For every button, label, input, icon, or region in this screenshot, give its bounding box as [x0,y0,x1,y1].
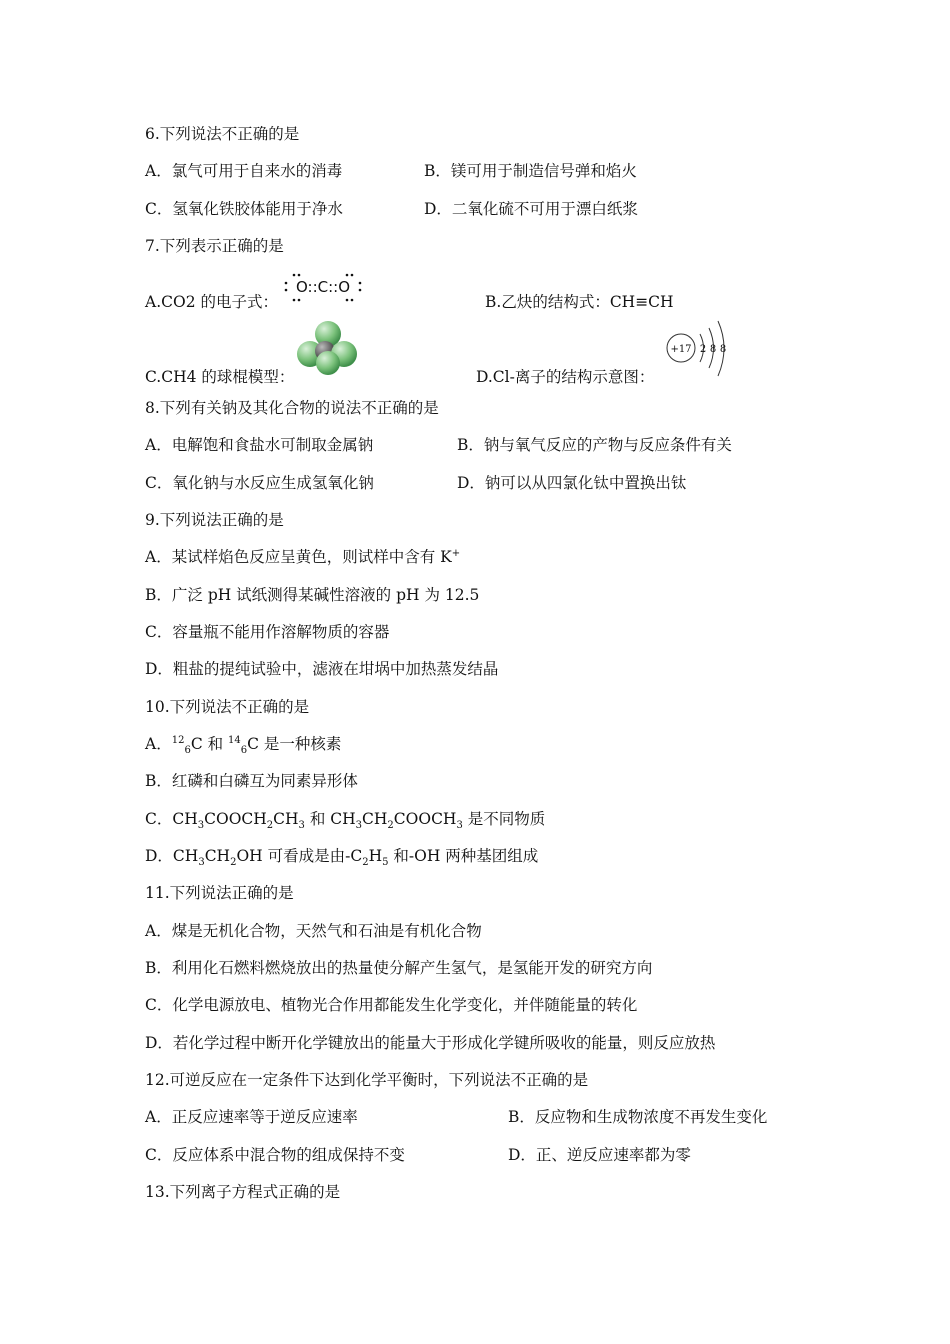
q9-option-a [145,547,460,567]
co2-electron-formula [282,270,364,304]
q7-option-c: C.CH4 的球棍模型： [145,368,295,386]
q9-option-d: D．粗盐的提纯试验中，滤液在坩埚中加热蒸发结晶 [145,660,499,678]
q10-option-b: B．红磷和白磷互为同素异形体 [145,772,358,790]
q6-stem: 6.下列说法不正确的是 [145,125,300,143]
q12-option-d: D．正、逆反应速率都为零 [508,1146,691,1164]
co2-formula-text: O::C::O [295,278,351,296]
q10-d-p5: 和-OH 两种基团组成 [388,847,539,865]
q10-c-p3: CH [273,810,299,828]
q10-stem: 10.下列说法不正确的是 [145,698,310,716]
q9-option-b: B．广泛 pH 试纸测得某碱性溶液的 pH 为 12.5 [145,586,480,604]
q10-d-p1: D．CH [145,847,199,865]
cl-shell-2: 8 [709,344,717,355]
q10-option-c [145,809,546,832]
q9-option-c: C．容量瓶不能用作溶解物质的容器 [145,623,390,641]
q10-a-el2: C 是一种核素 [247,735,342,753]
q10-c-p2: COOCH [204,810,267,828]
q10-a-el1: C 和 [190,735,229,753]
q6-option-d: D．二氧化硫不可用于漂白纸浆 [424,200,638,218]
q7-stem: 7.下列表示正确的是 [145,237,284,255]
q10-a-z2: 6 [240,745,248,757]
q8-option-d: D．钠可以从四氯化钛中置换出钛 [457,474,687,492]
q10-d-p2: CH [204,847,231,865]
q11-option-a: A．煤是无机化合物，天然气和石油是有机化合物 [145,922,482,940]
q10-d-s3: 2 [362,857,369,869]
q10-a-mass2: 14 [228,734,241,746]
q11-stem: 11.下列说法正确的是 [145,884,294,902]
q11-option-d: D．若化学过程中断开化学键放出的能量大于形成化学键所吸收的能量，则反应放热 [145,1034,716,1052]
q10-c-p1: C．CH [145,810,198,828]
q7-option-a: A.CO2 的电子式： [145,293,278,311]
q12-option-b: B．反应物和生成物浓度不再发生变化 [508,1108,768,1126]
q12-option-c: C．反应体系中混合物的组成保持不变 [145,1146,405,1164]
q8-option-b: B．钠与氧气反应的产物与反应条件有关 [457,436,732,454]
q10-c-p6: COOCH [393,810,457,828]
q10-c-s6: 3 [456,820,463,832]
q9-option-a-charge: + [451,547,461,559]
q10-c-p5: CH [362,810,388,828]
cl-nucleus-charge: +17 [670,344,692,355]
cl-shell-1: 2 [699,344,707,355]
q10-c-s1: 3 [197,820,205,832]
q10-a-z1: 6 [184,745,191,757]
q10-c-p4: 和 CH [304,810,356,828]
q13-stem: 13.下列离子方程式正确的是 [145,1183,341,1201]
q10-d-s4: 5 [382,857,389,869]
q10-d-p4: H [368,847,383,865]
q10-a-prefix: A． [145,735,172,753]
q8-option-c: C．氧化钠与水反应生成氢氧化钠 [145,474,374,492]
q10-d-p3: OH 可看成是由-C [236,847,363,865]
q8-option-a: A．电解饱和食盐水可制取金属钠 [145,436,374,454]
q10-d-s2: 2 [230,857,237,869]
cl-shell-3: 8 [719,344,727,355]
q7-option-b: B.乙炔的结构式：CH≡CH [485,293,674,311]
cl-ion-structure-diagram [664,318,734,382]
q9-stem: 9.下列说法正确的是 [145,511,284,529]
ch4-ball-model-image [295,320,361,376]
q10-option-d [145,846,539,869]
q9-option-a-text: A．某试样焰色反应呈黄色，则试样中含有 K [145,548,452,566]
q6-option-a: A．氯气可用于自来水的消毒 [145,162,343,180]
q10-c-p7: 是不同物质 [462,810,546,828]
q12-stem: 12.可逆反应在一定条件下达到化学平衡时，下列说法不正确的是 [145,1071,589,1089]
q10-d-s1: 3 [198,857,205,869]
q11-option-c: C．化学电源放电、植物光合作用都能发生化学变化，并伴随能量的转化 [145,996,638,1014]
q10-option-a [145,734,342,757]
q10-c-s3: 3 [298,820,305,832]
q7-option-d: D.Cl-离子的结构示意图： [476,368,655,386]
q10-a-mass1: 12 [171,734,185,746]
q6-option-c: C．氢氧化铁胶体能用于净水 [145,200,343,218]
q12-option-a: A．正反应速率等于逆反应速率 [145,1108,358,1126]
q8-stem: 8.下列有关钠及其化合物的说法不正确的是 [145,399,439,417]
q11-option-b: B．利用化石燃料燃烧放出的热量使分解产生氢气，是氢能开发的研究方向 [145,959,653,977]
q10-c-s4: 3 [355,820,363,832]
q6-option-b: B．镁可用于制造信号弹和焰火 [424,162,637,180]
q10-c-s5: 2 [387,820,394,832]
q10-c-s2: 2 [266,820,274,832]
